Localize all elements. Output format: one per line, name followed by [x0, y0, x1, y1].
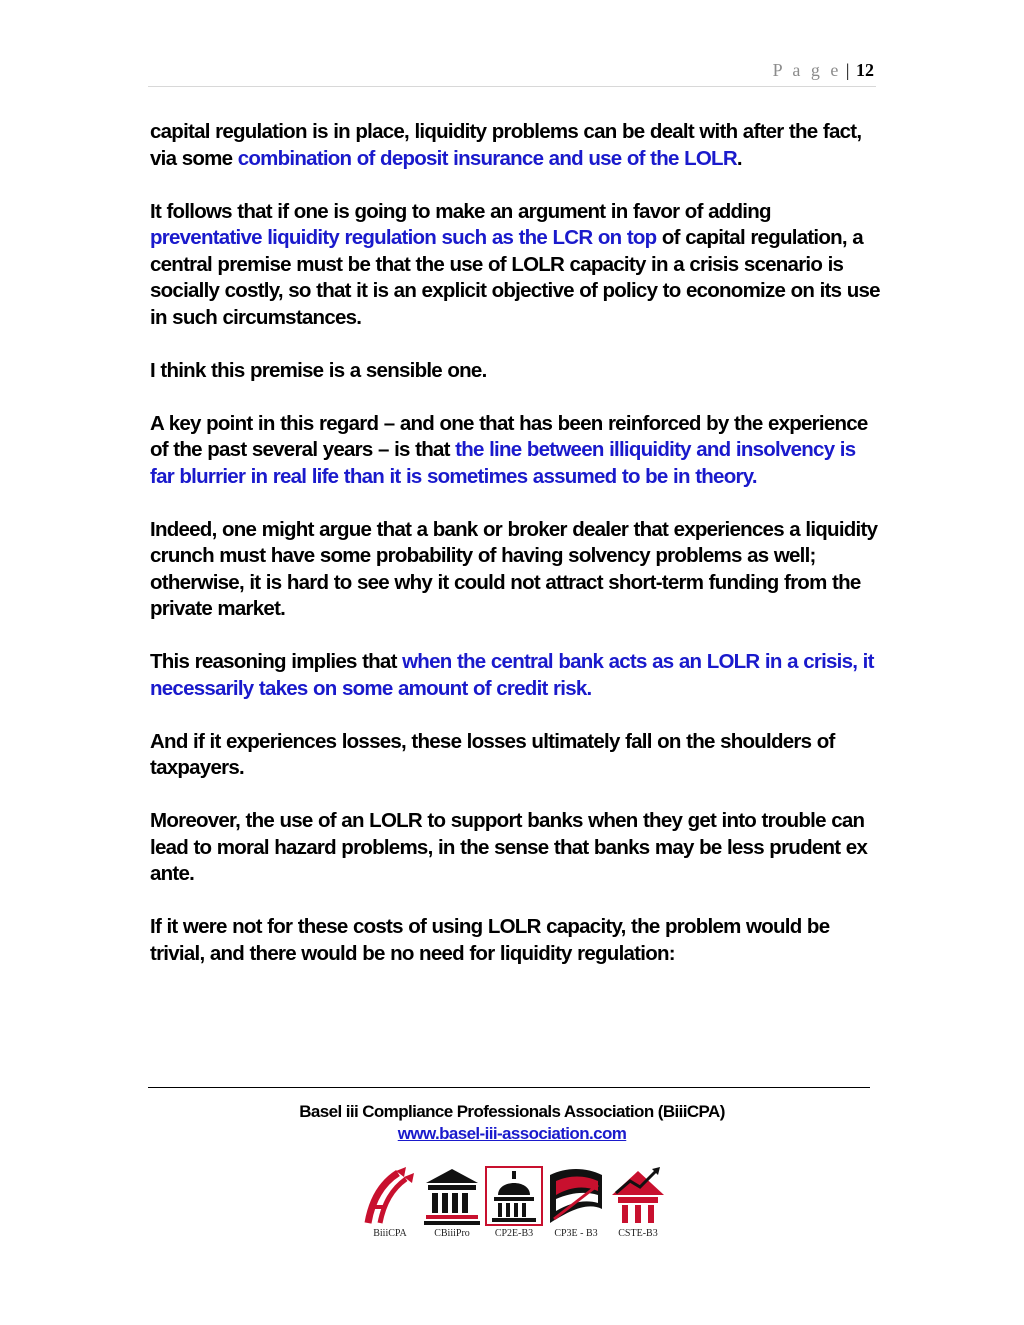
logo-biiicpa	[360, 1165, 420, 1245]
highlighted-text: preventative liquidity regulation such as the LCR on top	[150, 226, 657, 249]
logo-caption: BiiiCPA	[373, 1228, 407, 1239]
cste-b3-logo-icon	[608, 1165, 668, 1227]
body-text: And if it experiences losses, these losses ultimately fall on the shoulders of taxpayers.	[150, 729, 835, 779]
cp2e-b3-logo-icon	[484, 1165, 544, 1227]
biiicpa-logo-icon	[360, 1165, 420, 1227]
body-text: Indeed, one might argue that a bank or broker dealer that experiences a liquidity crunch must have some probability of having solvency problems as well; otherwise, it is hard to see why it could not attract short-term funding from the private market.	[150, 517, 878, 620]
highlighted-text: combination of deposit insurance and use of the LOLR	[237, 146, 737, 170]
footer-logos	[360, 1165, 660, 1245]
body-paragraph	[150, 517, 880, 623]
highlighted-text: the line between illiquidity and insolvency is far blurrier in real life than it is sometimes assumed to be in theory.	[150, 438, 856, 488]
page-number	[773, 60, 874, 81]
body-text: of capital regulation, a central premise must be that the use of LOLR capacity in a crisis scenario is socially costly, so that it is an explicit objective of policy to economize on its use in such circumstances.	[150, 226, 880, 329]
logo-cbiiipro	[422, 1165, 482, 1245]
document-body	[150, 119, 880, 994]
footer-divider	[148, 1087, 870, 1088]
body-text: This reasoning implies that	[150, 650, 403, 673]
highlighted-text: when the central bank acts as an LOLR in a crisis, it necessarily takes on some amount of credit risk.	[150, 650, 874, 700]
logo-caption: CP2E-B3	[494, 1228, 534, 1239]
body-text: If it were not for these costs of using LOLR capacity, the problem would be trivial, and there would be no need for liquidity regulation:	[150, 915, 830, 965]
body-text: capital regulation is in place, liquidity problems can be dealt with after the fact, via some	[150, 120, 862, 170]
cbiiipro-logo-icon	[422, 1165, 482, 1227]
body-text: A key point in this regard – and one that has been reinforced by the experience of the past several years – is that	[150, 411, 868, 461]
logo-cp3e-b3	[546, 1165, 606, 1245]
footer-website-link[interactable]: www.basel-iii-association.com	[397, 1124, 627, 1143]
body-paragraph	[150, 729, 880, 782]
logo-caption: CSTE-B3	[618, 1228, 658, 1239]
body-paragraph	[150, 914, 880, 967]
page-header	[148, 58, 876, 87]
body-text: Moreover, the use of an LOLR to support banks when they get into trouble can lead to moral hazard problems, in the sense that banks may be less prudent ex ante.	[150, 809, 868, 885]
page-label: P a g e	[772, 60, 842, 80]
body-text: It follows that if one is going to make an argument in favor of adding	[150, 199, 771, 223]
logo-cste-b3	[608, 1165, 668, 1245]
body-paragraph	[150, 358, 880, 385]
footer-organization: Basel iii Compliance Professionals Association (BiiiCPA)	[299, 1102, 725, 1121]
logo-caption: CBiiiPro	[434, 1228, 470, 1239]
body-paragraph	[150, 119, 880, 172]
body-paragraph	[150, 199, 880, 332]
body-paragraph	[150, 808, 880, 888]
page-number-value: 12	[856, 60, 874, 80]
body-text: I think this premise is a sensible one.	[150, 358, 487, 382]
logo-caption: CP3E - B3	[554, 1228, 598, 1239]
body-paragraph	[150, 649, 880, 702]
page-separator: |	[845, 60, 850, 80]
body-paragraph	[150, 411, 880, 491]
body-text: .	[736, 146, 742, 170]
cp3e-b3-logo-icon	[546, 1165, 606, 1227]
logo-cp2e-b3	[484, 1165, 544, 1245]
